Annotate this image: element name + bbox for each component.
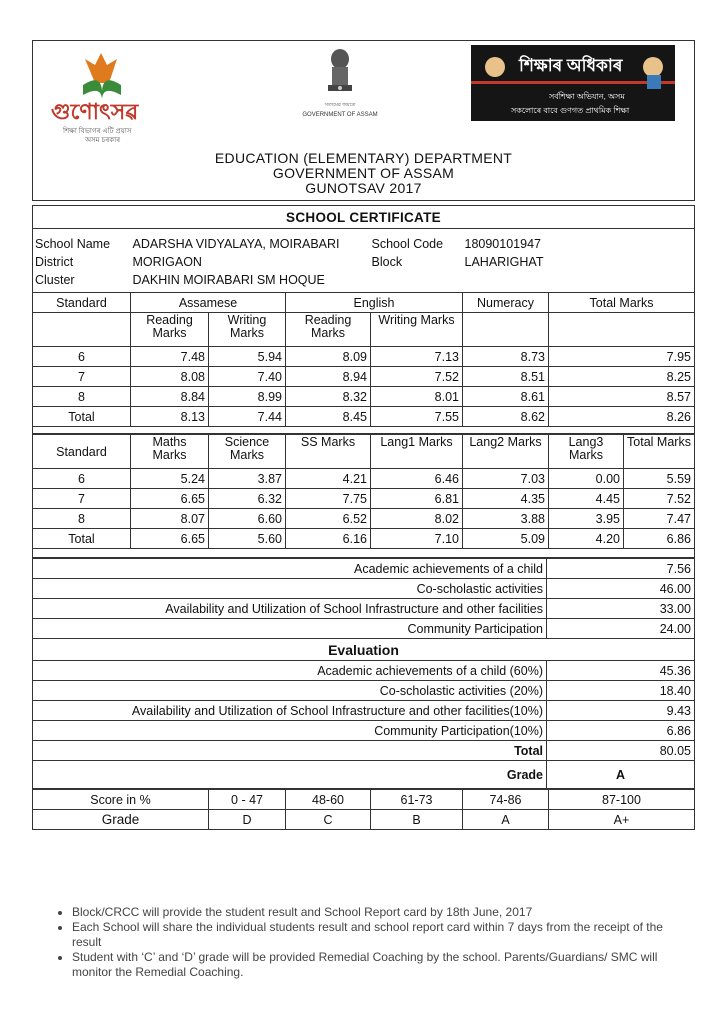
cell-maths: 6.65 bbox=[131, 489, 209, 509]
cell-lang1: 6.46 bbox=[371, 469, 463, 489]
cell-lang1: 7.10 bbox=[371, 529, 463, 549]
cell-maths: 5.24 bbox=[131, 469, 209, 489]
evaluation-row bbox=[33, 681, 695, 701]
district-label: District bbox=[35, 255, 74, 269]
gunotsav-logo-text: গুণোৎসৱ bbox=[51, 99, 139, 124]
t2-header-maths: Maths Marks bbox=[131, 435, 209, 469]
assam-emblem bbox=[295, 47, 385, 127]
grade-scale-table bbox=[32, 789, 695, 830]
t1-sub-assamese-writing: Writing Marks bbox=[209, 313, 286, 347]
t1-header-assamese: Assamese bbox=[131, 293, 286, 313]
cell-total: 8.57 bbox=[549, 387, 695, 407]
note-item: • Block/CRCC will provide the student result and School Report card by 18th June, 2017 bbox=[72, 905, 672, 920]
table-row bbox=[33, 347, 695, 367]
table-row bbox=[33, 509, 695, 529]
total-label: Total bbox=[33, 741, 547, 761]
cell-lang3: 4.45 bbox=[549, 489, 624, 509]
summary-value: 7.56 bbox=[547, 559, 695, 579]
score-range: 74-86 bbox=[463, 790, 549, 810]
cell-lang2: 5.09 bbox=[463, 529, 549, 549]
t1-header-numeracy: Numeracy bbox=[463, 293, 549, 313]
gunotsav-logo-sub2: অসম চৰকাৰ bbox=[85, 137, 121, 144]
cell-total: 7.52 bbox=[624, 489, 695, 509]
table-row-total bbox=[33, 529, 695, 549]
cell-lang3: 0.00 bbox=[549, 469, 624, 489]
emblem-caption: GOVERNMENT OF ASSAM bbox=[302, 112, 378, 118]
certificate-header bbox=[32, 40, 695, 201]
emblem-motto: সত্যমেৱ জয়তে bbox=[324, 102, 356, 108]
department-line3: GUNOTSAV 2017 bbox=[305, 180, 422, 196]
cell-english-reading: 8.32 bbox=[286, 387, 371, 407]
block-value: LAHARIGHAT bbox=[464, 255, 544, 269]
subject-marks-table bbox=[32, 434, 695, 558]
notes-list bbox=[52, 905, 672, 980]
department-line2: GOVERNMENT OF ASSAM bbox=[272, 165, 455, 181]
grade-label: Grade bbox=[33, 761, 547, 789]
scale-grade: D bbox=[209, 810, 286, 830]
cell-total: 5.59 bbox=[624, 469, 695, 489]
score-range: 61-73 bbox=[371, 790, 463, 810]
cell-science: 6.60 bbox=[209, 509, 286, 529]
t2-header-lang3: Lang3 Marks bbox=[549, 435, 624, 469]
scale-grade: A bbox=[463, 810, 549, 830]
scale-grade: C bbox=[286, 810, 371, 830]
school-name-label: School Name bbox=[35, 237, 111, 251]
t2-header-standard: Standard bbox=[33, 435, 131, 469]
summary-row bbox=[33, 619, 695, 639]
summary-table bbox=[32, 558, 695, 789]
cell-lang1: 6.81 bbox=[371, 489, 463, 509]
score-range: 0 - 47 bbox=[209, 790, 286, 810]
evaluation-title: Evaluation bbox=[33, 639, 695, 661]
table-row bbox=[33, 387, 695, 407]
t1-sub-english-writing: Writing Marks bbox=[371, 313, 463, 347]
note-item: • Student with ‘C’ and ‘D’ grade will be provided Remedial Coaching by the school. Parents/Guardians/ SMC will monitor the Remedial Coaching. bbox=[72, 950, 672, 980]
ashoka-emblem-icon bbox=[320, 47, 360, 99]
score-range: 87-100 bbox=[549, 790, 695, 810]
gunotsav-logo-sub1: শিক্ষা বিভাগৰ এটি প্ৰয়াস bbox=[63, 128, 132, 135]
cell-standard: 7 bbox=[33, 489, 131, 509]
t2-header-lang2: Lang2 Marks bbox=[463, 435, 549, 469]
summary-label: Academic achievements of a child bbox=[33, 559, 547, 579]
summary-row bbox=[33, 579, 695, 599]
cell-science: 3.87 bbox=[209, 469, 286, 489]
cell-english-reading: 8.94 bbox=[286, 367, 371, 387]
cell-assamese-writing: 8.99 bbox=[209, 387, 286, 407]
evaluation-value: 9.43 bbox=[547, 701, 695, 721]
department-line1: EDUCATION (ELEMENTARY) DEPARTMENT bbox=[214, 150, 513, 166]
department-title bbox=[33, 151, 694, 196]
evaluation-row bbox=[33, 661, 695, 681]
block-label: Block bbox=[371, 255, 403, 269]
evaluation-label: Academic achievements of a child (60%) bbox=[33, 661, 547, 681]
t2-header-ss: SS Marks bbox=[286, 435, 371, 469]
cell-assamese-writing: 7.40 bbox=[209, 367, 286, 387]
t2-header-total: Total Marks bbox=[624, 435, 695, 469]
cell-total: 7.47 bbox=[624, 509, 695, 529]
summary-value: 24.00 bbox=[547, 619, 695, 639]
rte-logo-line1: সৰ্বশিক্ষা অভিযান, অসম bbox=[549, 92, 625, 101]
cell-assamese-writing: 7.44 bbox=[209, 407, 286, 427]
cluster-label: Cluster bbox=[35, 273, 75, 287]
summary-value: 33.00 bbox=[547, 599, 695, 619]
scale-grade-label: Grade bbox=[33, 810, 209, 830]
summary-row bbox=[33, 559, 695, 579]
cell-numeracy: 8.62 bbox=[463, 407, 549, 427]
cell-assamese-reading: 8.13 bbox=[131, 407, 209, 427]
summary-label: Availability and Utilization of School Infrastructure and other facilities bbox=[33, 599, 547, 619]
certificate-title: SCHOOL CERTIFICATE bbox=[33, 206, 695, 229]
score-range: 48-60 bbox=[286, 790, 371, 810]
cell-ss: 6.16 bbox=[286, 529, 371, 549]
summary-label: Community Participation bbox=[33, 619, 547, 639]
cell-lang3: 3.95 bbox=[549, 509, 624, 529]
cell-science: 5.60 bbox=[209, 529, 286, 549]
cell-science: 6.32 bbox=[209, 489, 286, 509]
cell-maths: 8.07 bbox=[131, 509, 209, 529]
cell-lang1: 8.02 bbox=[371, 509, 463, 529]
t1-sub-assamese-reading: Reading Marks bbox=[131, 313, 209, 347]
cell-numeracy: 8.73 bbox=[463, 347, 549, 367]
cell-assamese-reading: 8.08 bbox=[131, 367, 209, 387]
cell-numeracy: 8.51 bbox=[463, 367, 549, 387]
evaluation-row bbox=[33, 701, 695, 721]
cell-english-writing: 7.13 bbox=[371, 347, 463, 367]
rte-logo-title: শিক্ষাৰ অধিকাৰ bbox=[519, 56, 623, 75]
scale-grade: B bbox=[371, 810, 463, 830]
cell-total: 8.25 bbox=[549, 367, 695, 387]
summary-row bbox=[33, 599, 695, 619]
evaluation-row bbox=[33, 721, 695, 741]
cell-ss: 7.75 bbox=[286, 489, 371, 509]
school-name-value: ADARSHA VIDYALAYA, MOIRABARI bbox=[132, 237, 340, 251]
table-row bbox=[33, 367, 695, 387]
cell-english-writing: 7.55 bbox=[371, 407, 463, 427]
note-item: • Each School will share the individual students result and school report card within 7 days from the receipt of the result bbox=[72, 920, 672, 950]
certificate-page bbox=[32, 40, 695, 830]
t1-header-standard: Standard bbox=[33, 293, 131, 313]
cluster-value: DAKHIN MOIRABARI SM HOQUE bbox=[132, 273, 325, 287]
evaluation-label: Availability and Utilization of School Infrastructure and other facilities(10%) bbox=[33, 701, 547, 721]
cell-standard: 8 bbox=[33, 509, 131, 529]
t2-header-lang1: Lang1 Marks bbox=[371, 435, 463, 469]
cell-english-writing: 7.52 bbox=[371, 367, 463, 387]
cell-lang2: 7.03 bbox=[463, 469, 549, 489]
t1-header-english: English bbox=[286, 293, 463, 313]
evaluation-value: 6.86 bbox=[547, 721, 695, 741]
certificate-title-table bbox=[32, 205, 695, 229]
cell-standard: 6 bbox=[33, 347, 131, 367]
t2-header-science: Science Marks bbox=[209, 435, 286, 469]
school-code-value: 18090101947 bbox=[464, 237, 541, 251]
scale-grade: A+ bbox=[549, 810, 695, 830]
table-row bbox=[33, 489, 695, 509]
cell-lang3: 4.20 bbox=[549, 529, 624, 549]
school-info bbox=[32, 229, 695, 292]
cell-assamese-reading: 8.84 bbox=[131, 387, 209, 407]
cell-assamese-reading: 7.48 bbox=[131, 347, 209, 367]
evaluation-label: Co-scholastic activities (20%) bbox=[33, 681, 547, 701]
table-row bbox=[33, 469, 695, 489]
t1-sub-english-reading: Reading Marks bbox=[286, 313, 371, 347]
language-marks-table bbox=[32, 292, 695, 434]
cell-total: 7.95 bbox=[549, 347, 695, 367]
rte-logo-line2: সকলোৰে বাবে গুণগত প্ৰাথমিক শিক্ষা bbox=[511, 106, 630, 115]
evaluation-value: 45.36 bbox=[547, 661, 695, 681]
cell-english-reading: 8.45 bbox=[286, 407, 371, 427]
cell-standard: 7 bbox=[33, 367, 131, 387]
cell-total: 6.86 bbox=[624, 529, 695, 549]
cell-standard: 8 bbox=[33, 387, 131, 407]
cell-maths: 6.65 bbox=[131, 529, 209, 549]
cell-lang2: 4.35 bbox=[463, 489, 549, 509]
cell-english-reading: 8.09 bbox=[286, 347, 371, 367]
cell-numeracy: 8.61 bbox=[463, 387, 549, 407]
cell-standard: 6 bbox=[33, 469, 131, 489]
score-label: Score in % bbox=[33, 790, 209, 810]
grade-value: A bbox=[547, 761, 695, 789]
cell-lang2: 3.88 bbox=[463, 509, 549, 529]
evaluation-label: Community Participation(10%) bbox=[33, 721, 547, 741]
cell-total: 8.26 bbox=[549, 407, 695, 427]
cell-english-writing: 8.01 bbox=[371, 387, 463, 407]
school-code-label: School Code bbox=[371, 237, 444, 251]
total-value: 80.05 bbox=[547, 741, 695, 761]
evaluation-value: 18.40 bbox=[547, 681, 695, 701]
gunotsav-logo bbox=[45, 45, 173, 145]
summary-label: Co-scholastic activities bbox=[33, 579, 547, 599]
table-row-total bbox=[33, 407, 695, 427]
cell-ss: 6.52 bbox=[286, 509, 371, 529]
cell-standard: Total bbox=[33, 407, 131, 427]
rte-logo bbox=[471, 45, 675, 121]
district-value: MORIGAON bbox=[132, 255, 202, 269]
cell-assamese-writing: 5.94 bbox=[209, 347, 286, 367]
cell-ss: 4.21 bbox=[286, 469, 371, 489]
cell-standard: Total bbox=[33, 529, 131, 549]
summary-value: 46.00 bbox=[547, 579, 695, 599]
t1-header-total: Total Marks bbox=[549, 293, 695, 313]
